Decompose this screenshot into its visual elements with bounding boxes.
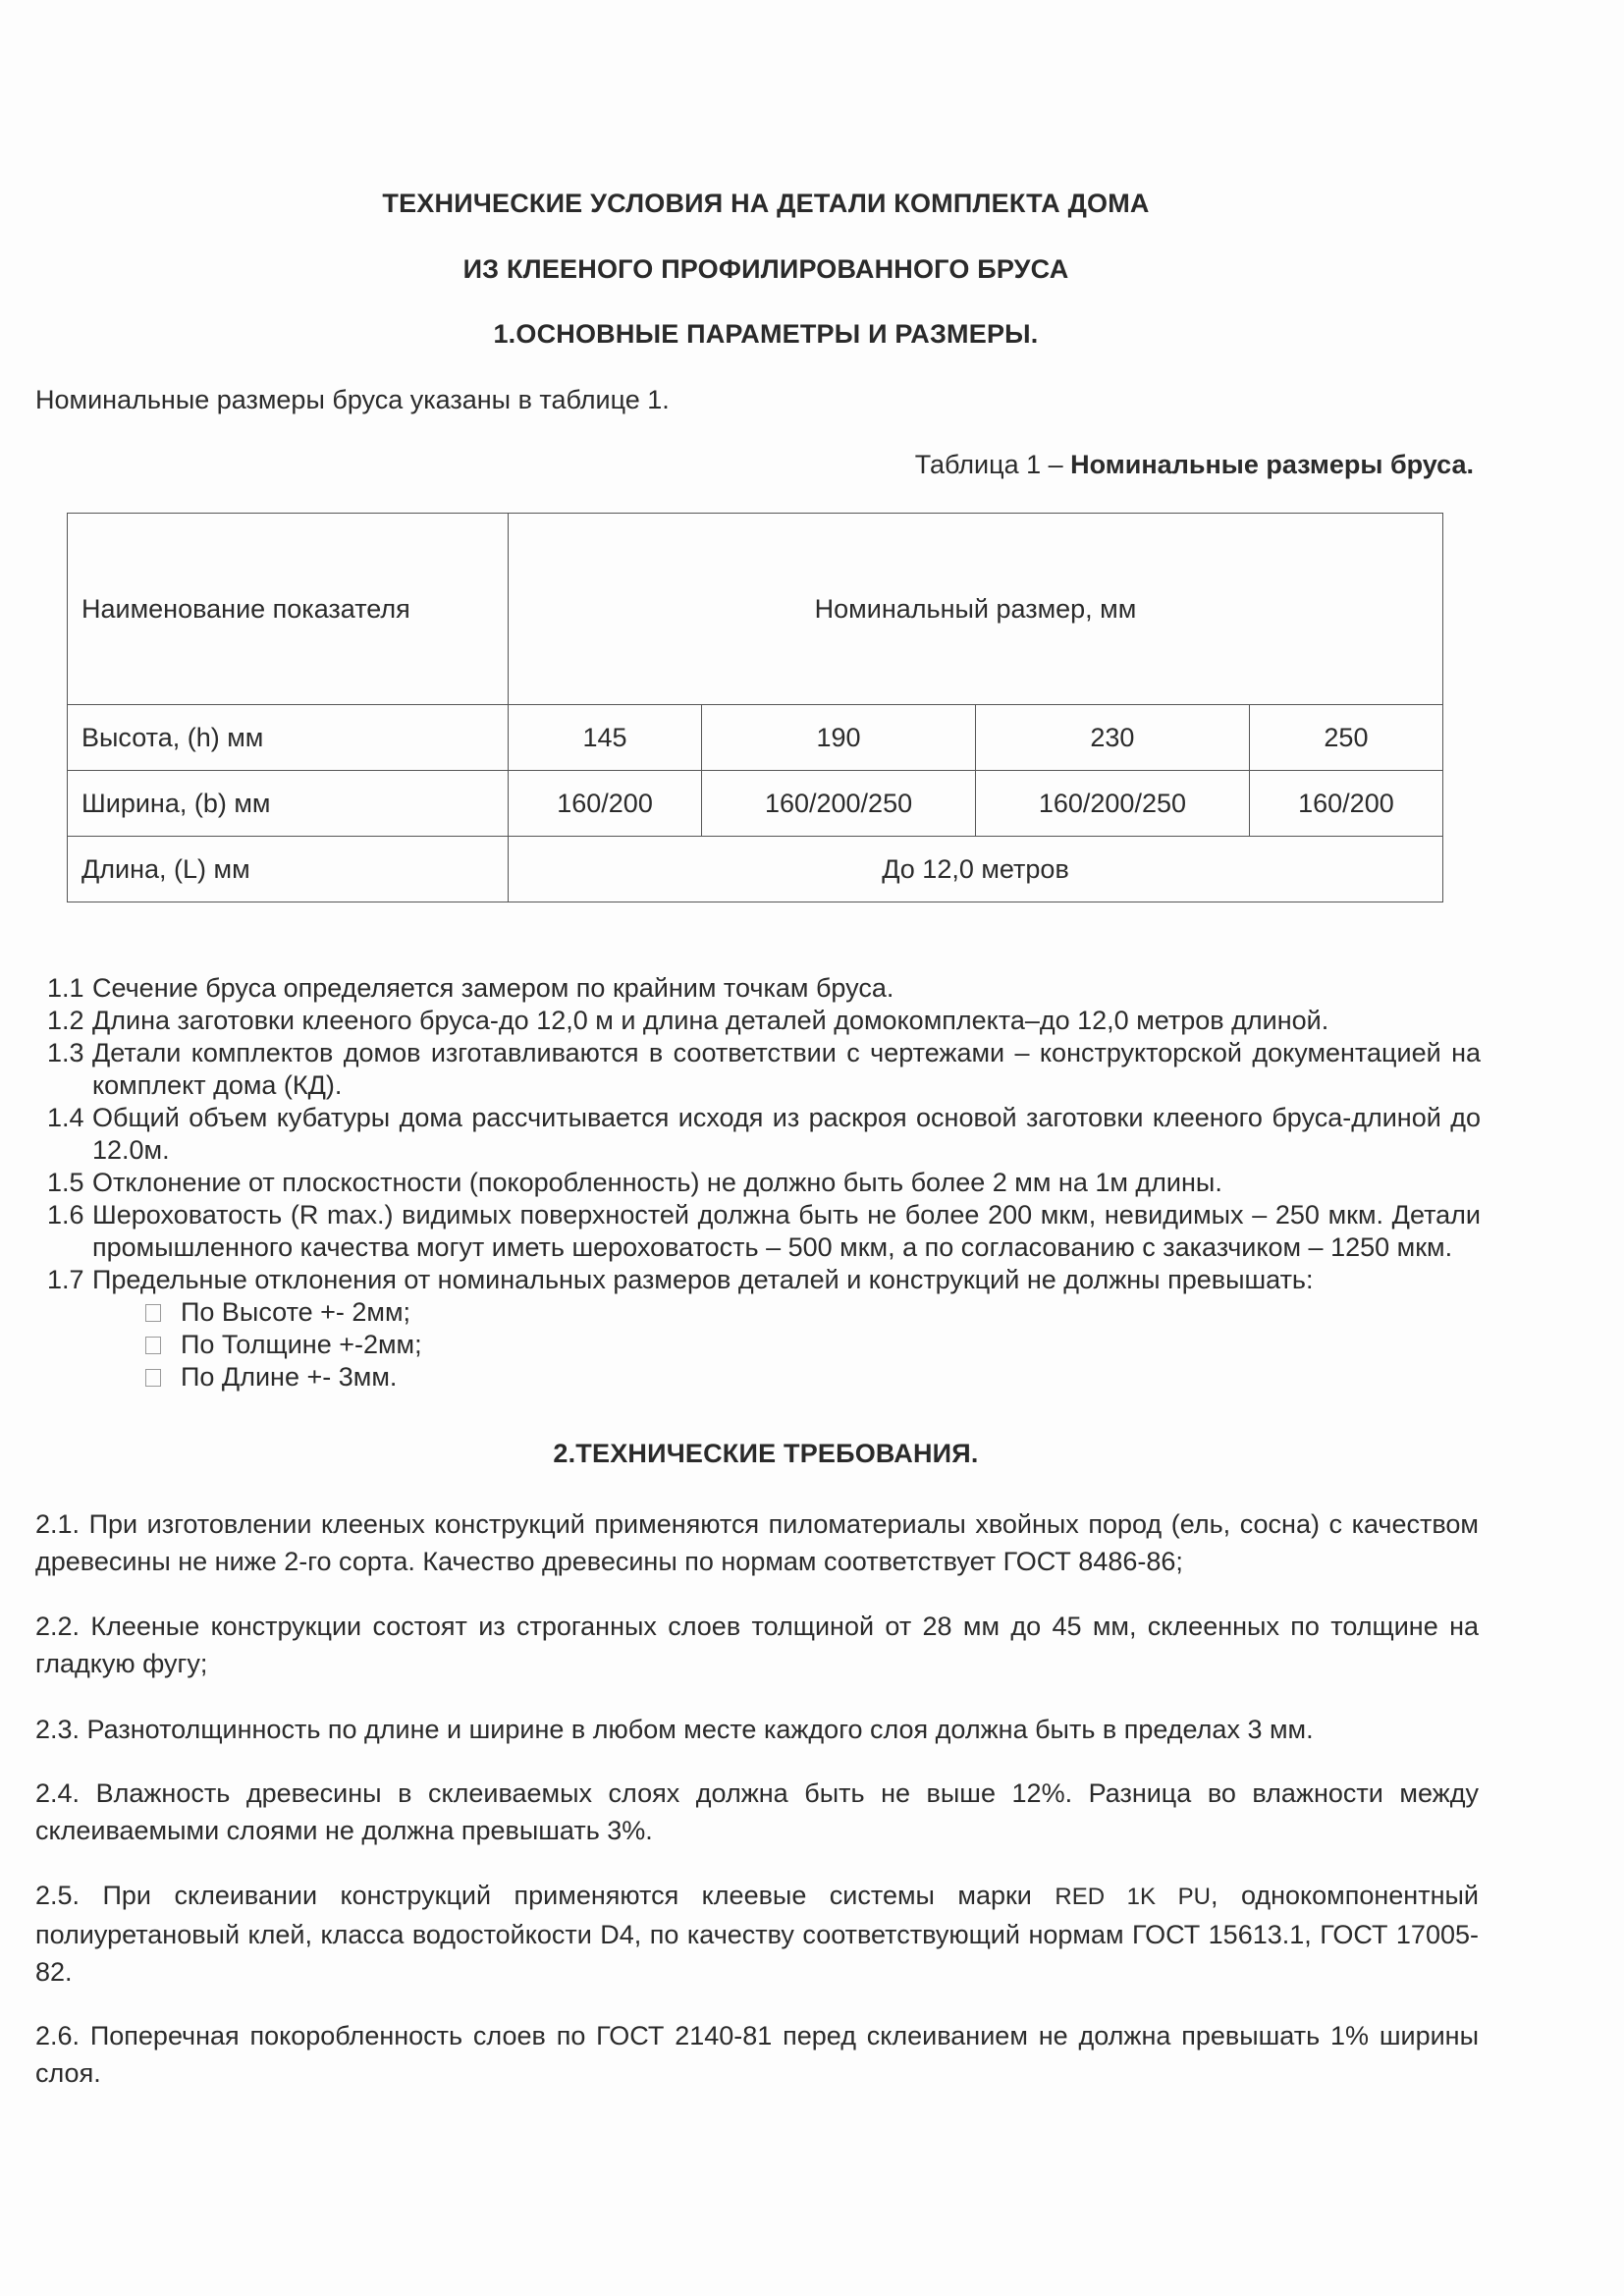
list-item-text: Отклонение от плоскостности (покоробленность) не должно быть более 2 мм на 1м длины. bbox=[92, 1168, 1222, 1197]
table-cell: До 12,0 метров bbox=[509, 837, 1443, 902]
list-item bbox=[47, 1102, 1481, 1167]
sublist-item-text: По Высоте +- 2мм; bbox=[181, 1297, 411, 1327]
table-cell: 160/200 bbox=[509, 771, 702, 837]
table-cell: 160/200/250 bbox=[975, 771, 1249, 837]
title-line-2: ИЗ КЛЕЕНОГО ПРОФИЛИРОВАННОГО БРУСА bbox=[462, 254, 1069, 284]
section-2-heading: 2.ТЕХНИЧЕСКИЕ ТРЕБОВАНИЯ. bbox=[553, 1439, 979, 1468]
table-caption-prefix: Таблица 1 – bbox=[914, 450, 1063, 479]
sublist-item bbox=[47, 1329, 1481, 1361]
table-row bbox=[68, 837, 1443, 902]
requirement-2-3: 2.3. Разнотолщинность по длине и ширине в любом месте каждого слоя должна быть в пределах 3 мм. bbox=[35, 1715, 1314, 1744]
table-row bbox=[68, 771, 1443, 837]
table-cell: 145 bbox=[509, 705, 702, 771]
sublist-item-text: По Длине +- 3мм. bbox=[181, 1362, 398, 1392]
list-item bbox=[47, 1005, 1481, 1037]
requirement-2-5-end: , однокомпонентный полиуретановый клей, класса водостойкости D4, по качеству соответствующий нормам ГОСТ 15613.1, ГОСТ 17005-82. bbox=[35, 1881, 1479, 1987]
header-name-cell: Наименование показателя bbox=[68, 514, 509, 705]
requirement-2-5 bbox=[35, 1877, 1479, 1991]
adhesive-brand: RED 1K PU bbox=[1055, 1884, 1211, 1910]
header-value-cell: Номинальный размер, мм bbox=[509, 514, 1443, 705]
table-caption bbox=[915, 450, 1474, 480]
requirement-2-1: 2.1. При изготовлении клееных конструкций применяются пиломатериалы хвойных пород (ель, сосна) с качеством древесины не ниже 2-го сорта. Качество древесины по нормам соответствует ГОСТ 8486-86; bbox=[35, 1509, 1479, 1576]
list-item bbox=[47, 1199, 1481, 1264]
dimensions-table bbox=[67, 513, 1443, 902]
row-label: Длина, (L) мм bbox=[68, 837, 509, 902]
list-item bbox=[47, 972, 1481, 1005]
list-item-number: 1.1 bbox=[47, 973, 84, 1003]
list-item bbox=[47, 1167, 1481, 1199]
list-item-text: Общий объем кубатуры дома рассчитывается исходя из раскроя основой заготовки клееного бруса-длиной до 12.0м. bbox=[92, 1103, 1481, 1165]
table-caption-title: Номинальные размеры бруса. bbox=[1070, 450, 1474, 479]
row-label: Высота, (h) мм bbox=[68, 705, 509, 771]
title-line-1: ТЕХНИЧЕСКИЕ УСЛОВИЯ НА ДЕТАЛИ КОМПЛЕКТА ДОМА bbox=[382, 189, 1150, 218]
checkbox-bullet-icon bbox=[145, 1369, 161, 1387]
table-cell: 230 bbox=[975, 705, 1249, 771]
sublist-item bbox=[47, 1361, 1481, 1394]
list-item-number: 1.6 bbox=[47, 1200, 84, 1230]
sublist-item-text: По Толщине +-2мм; bbox=[181, 1330, 422, 1359]
table-header-row bbox=[68, 514, 1443, 705]
list-item-number: 1.7 bbox=[47, 1265, 84, 1294]
requirement-2-2: 2.2. Клееные конструкции состоят из строганных слоев толщиной от 28 мм до 45 мм, склеенных по толщине на гладкую фугу; bbox=[35, 1612, 1479, 1678]
table-cell: 160/200 bbox=[1249, 771, 1442, 837]
list-item-text: Сечение бруса определяется замером по крайним точкам бруса. bbox=[92, 973, 894, 1003]
parameters-list bbox=[47, 972, 1481, 1394]
list-item-number: 1.2 bbox=[47, 1006, 84, 1035]
requirement-2-5-start: 2.5. При склеивании конструкций применяются клеевые системы марки bbox=[35, 1881, 1032, 1910]
requirement-2-4: 2.4. Влажность древесины в склеиваемых слоях должна быть не выше 12%. Разница во влажности между склеиваемыми слоями не должна превышать 3%. bbox=[35, 1778, 1479, 1845]
list-item bbox=[47, 1264, 1481, 1296]
list-item-text: Шероховатость (R max.) видимых поверхностей должна быть не более 200 мкм, невидимых – 250 мкм. Детали промышленного качества могут иметь шероховатость – 500 мкм, а по согласованию с заказчиком – 1250 мкм. bbox=[92, 1200, 1481, 1262]
table-cell: 160/200/250 bbox=[702, 771, 976, 837]
sublist-item bbox=[47, 1296, 1481, 1329]
table-row bbox=[68, 705, 1443, 771]
list-item-number: 1.5 bbox=[47, 1168, 84, 1197]
table-cell: 190 bbox=[702, 705, 976, 771]
list-item bbox=[47, 1037, 1481, 1102]
list-item-text: Детали комплектов домов изготавливаются в соответствии с чертежами – конструкторской документацией на комплект дома (КД). bbox=[92, 1038, 1481, 1100]
list-item-number: 1.4 bbox=[47, 1103, 84, 1132]
intro-text: Номинальные размеры бруса указаны в таблице 1. bbox=[35, 385, 670, 414]
checkbox-bullet-icon bbox=[145, 1304, 161, 1322]
checkbox-bullet-icon bbox=[145, 1337, 161, 1354]
table-cell: 250 bbox=[1249, 705, 1442, 771]
section-1-heading: 1.ОСНОВНЫЕ ПАРАМЕТРЫ И РАЗМЕРЫ. bbox=[493, 319, 1039, 349]
list-item-number: 1.3 bbox=[47, 1038, 84, 1067]
requirement-2-6: 2.6. Поперечная покоробленность слоев по ГОСТ 2140-81 перед склеиванием не должна превышать 1% ширины слоя. bbox=[35, 2021, 1479, 2088]
list-item-text: Длина заготовки клееного бруса-до 12,0 м и длина деталей домокомплекта–до 12,0 метров длиной. bbox=[92, 1006, 1329, 1035]
row-label: Ширина, (b) мм bbox=[68, 771, 509, 837]
list-item-text: Предельные отклонения от номинальных размеров деталей и конструкций не должны превышать: bbox=[92, 1265, 1314, 1294]
